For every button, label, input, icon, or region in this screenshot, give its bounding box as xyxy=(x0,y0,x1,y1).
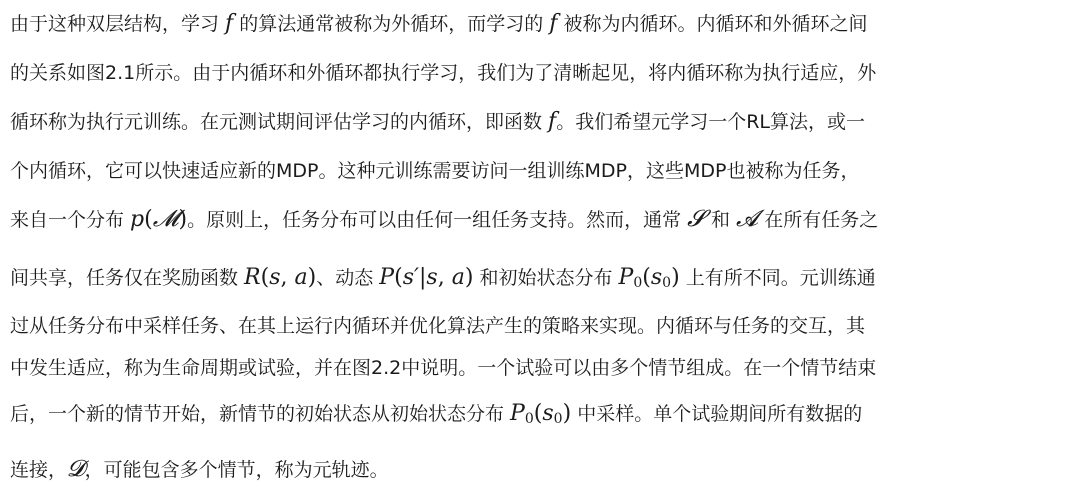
math-symbol xyxy=(379,265,394,290)
text-run: 间共享，任务仅在奖励函数 xyxy=(10,267,245,289)
text-run: 和初始状态分布 xyxy=(473,267,619,289)
math-symbol xyxy=(244,265,261,290)
math-symbol xyxy=(295,265,308,290)
math-symbol-text: s xyxy=(269,265,281,290)
math-symbol-text: f xyxy=(225,11,234,36)
paragraph-line xyxy=(10,4,868,44)
math-symbol xyxy=(542,401,562,426)
math-symbol-text: s xyxy=(650,265,663,290)
paragraph-line xyxy=(10,53,876,93)
math-symbol-text: ) xyxy=(178,207,188,232)
math-delimiter xyxy=(671,265,680,290)
math-delimiter xyxy=(261,265,270,290)
text-run: 由于这种双层结构，学习 xyxy=(10,13,226,35)
math-subscript: 0 xyxy=(553,411,563,427)
math-symbol xyxy=(736,206,758,232)
math-symbol xyxy=(153,206,179,232)
text-run: 、动态 xyxy=(316,267,380,289)
math-delimiter xyxy=(563,401,572,426)
paragraph-line xyxy=(10,306,865,346)
math-symbol-text: 𝓓 xyxy=(67,456,85,482)
text-run: 在所有任务之 xyxy=(758,209,879,231)
math-symbol xyxy=(452,265,465,290)
math-subscript: 0 xyxy=(662,275,672,291)
math-symbol-text: 𝓐 xyxy=(736,206,759,232)
math-symbol-text: ( xyxy=(394,265,403,290)
text-run: 和 xyxy=(704,209,737,231)
text-run: 后，一个新的情节开始，新情节的初始状态从初始状态分布 xyxy=(10,403,511,425)
text-run: 的算法通常被称为外循环，而学习的 xyxy=(233,13,550,35)
math-symbol-text: ) xyxy=(562,401,572,426)
math-symbol-text: a xyxy=(294,265,308,290)
math-delimiter xyxy=(308,265,317,290)
math-symbol-text: a xyxy=(451,265,465,290)
math-symbol-text: P xyxy=(510,401,525,426)
text-run: ，可能包含多个情节，称为元轨迹。 xyxy=(84,459,389,481)
text-run: 。我们希望元学习一个RL算法，或一 xyxy=(556,111,865,133)
paragraph-line xyxy=(10,199,878,239)
math-symbol-text: ( xyxy=(533,401,543,426)
math-symbol xyxy=(619,265,643,290)
math-symbol-text: P xyxy=(379,265,395,290)
paragraph-line xyxy=(10,258,876,298)
math-symbol-text: P xyxy=(618,265,634,290)
text-run: 被称为内循环。内循环和外循环之间 xyxy=(557,13,868,35)
paragraph-line xyxy=(10,102,865,142)
math-subscript: 0 xyxy=(524,411,534,427)
text-run: 连接， xyxy=(10,459,68,481)
math-symbol xyxy=(651,265,671,290)
math-delimiter xyxy=(144,207,153,232)
math-symbol xyxy=(225,11,233,36)
math-symbol-text: , xyxy=(437,265,452,290)
text-run: 中发生适应，称为生命周期或试验，并在图2.2中说明。一个试验可以由多个情节组成。在一个情节结束 xyxy=(10,357,877,379)
math-symbol xyxy=(130,207,144,232)
text-run: 过从任务分布中采样任务、在其上运行内循环并优化算法产生的策略来实现。内循环与任务的交互，其 xyxy=(10,315,866,337)
math-symbol-text: 𝓢 xyxy=(687,206,705,232)
math-symbol xyxy=(687,206,705,232)
math-symbol-text: R xyxy=(244,265,261,290)
math-delimiter xyxy=(438,265,452,290)
text-run: 个内循环，它可以快速适应新的MDP。这种元训练需要访问一组训练MDP，这些MDP也被称为任务， xyxy=(10,160,860,182)
paragraph-line xyxy=(10,151,859,191)
math-symbol xyxy=(510,401,534,426)
math-delimiter xyxy=(642,265,651,290)
text-run: 中采样。单个试验期间所有数据的 xyxy=(571,403,863,425)
text-run: 循环称为执行元训练。在元测试期间评估学习的内循环，即函数 xyxy=(10,111,549,133)
paragraph-line xyxy=(10,449,389,489)
text-run: 。原则上，任务分布可以由任何一组任务支持。然而，通常 xyxy=(187,209,688,231)
math-symbol-text: ) xyxy=(464,265,474,290)
math-symbol xyxy=(269,265,280,290)
math-symbol-text: f xyxy=(548,109,557,134)
math-symbol xyxy=(548,109,556,134)
math-symbol-text: p xyxy=(130,207,145,232)
math-symbol-text: s xyxy=(542,401,554,426)
math-symbol-text: ) xyxy=(671,265,680,290)
math-symbol-text: s′ xyxy=(402,265,419,290)
math-delimiter xyxy=(281,265,295,290)
math-symbol-text: s xyxy=(426,265,438,290)
math-symbol-text: , xyxy=(280,265,295,290)
paragraph-line xyxy=(10,348,876,388)
math-symbol-text: ( xyxy=(260,265,270,290)
math-symbol-text: f xyxy=(549,11,558,36)
math-symbol xyxy=(403,265,419,290)
math-symbol-text: ( xyxy=(144,207,153,232)
math-symbol xyxy=(426,265,437,290)
math-symbol-text: 𝓜 xyxy=(152,206,179,232)
math-delimiter xyxy=(394,265,403,290)
math-delimiter xyxy=(179,207,188,232)
text-run: 来自一个分布 xyxy=(10,209,131,231)
math-symbol-text: ) xyxy=(307,265,317,290)
paragraph-line xyxy=(10,394,862,434)
text-run: 上有所不同。元训练通 xyxy=(679,267,876,289)
math-symbol-text: | xyxy=(418,265,427,290)
math-symbol xyxy=(67,456,85,482)
text-run: 的关系如图2.1所示。由于内循环和外循环都执行学习，我们为了清晰起见，将内循环称为执行适应，外 xyxy=(10,62,877,84)
math-subscript: 0 xyxy=(633,275,643,291)
math-symbol-text: ( xyxy=(642,265,651,290)
